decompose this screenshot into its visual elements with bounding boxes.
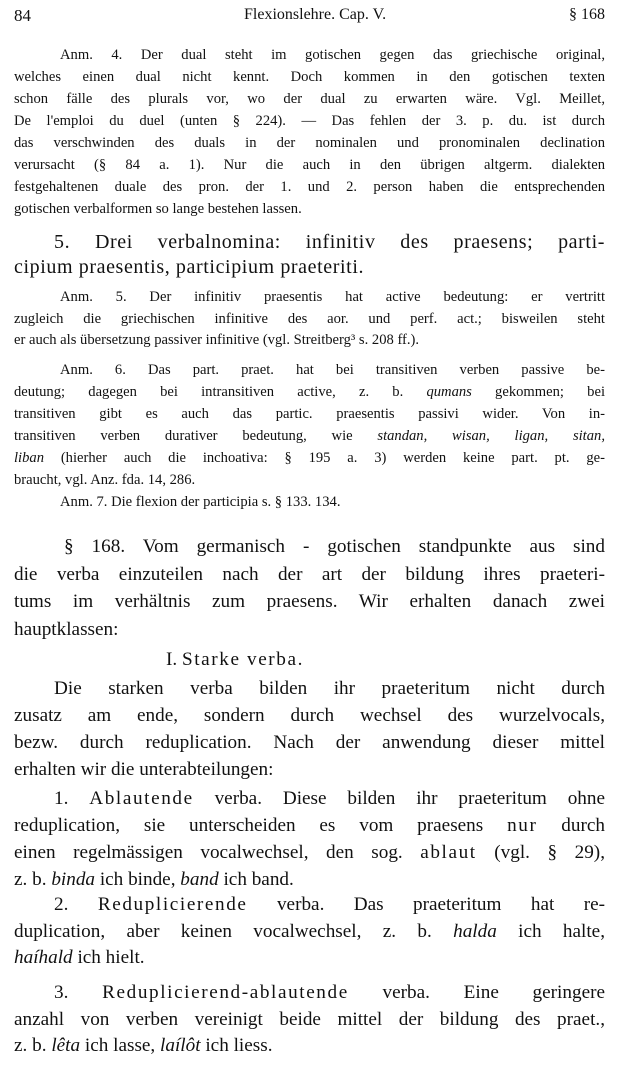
text-line	[14, 359, 605, 381]
section-number: § 168	[569, 6, 605, 23]
text-line	[14, 729, 605, 756]
text-span: ich lasse,	[80, 1035, 161, 1056]
text-line	[14, 198, 605, 220]
text-line	[14, 469, 605, 491]
note-anm-7	[14, 491, 605, 513]
spaced-term: nur	[507, 815, 538, 836]
italic-term: haíhald	[14, 947, 73, 968]
text-span: duplication, aber keinen vocalwechsel, z. b.	[14, 920, 454, 942]
text-span: gotischen verbalformen so lange bestehen lassen.	[14, 201, 302, 217]
spaced-term: Reduplicierend-ablautende	[102, 982, 349, 1003]
note-anm-5	[14, 287, 605, 352]
text-line	[14, 381, 605, 403]
text-span: durch	[537, 815, 605, 836]
text-span: Anm. 6. Das part. praet. hat bei transitiven verben passive be-	[60, 362, 605, 378]
text-span: gekommen; bei	[471, 384, 605, 400]
paragraph-section-168	[14, 533, 605, 644]
text-span: hauptklassen:	[14, 619, 119, 641]
text-span: ich hielt.	[72, 947, 145, 968]
paragraph-starke-verba	[14, 675, 605, 783]
paragraph-reduplicierende	[14, 892, 605, 972]
running-title: Flexionslehre. Cap. V.	[244, 6, 387, 23]
text-line	[14, 785, 605, 812]
text-line	[14, 230, 605, 255]
text-span: reduplication, sie unterscheiden es vom praesens	[14, 815, 508, 836]
text-span: Anm. 4. Der dual steht im gotischen gegen das griechische original,	[60, 47, 605, 63]
text-span: De l'emploi du duel (unten § 224). — Das fehlen der 3. p. du. ist durch	[14, 113, 605, 129]
text-span: er auch als übersetzung passiver infinitive (vgl. Streitberg³ s. 208 ff.).	[14, 332, 420, 348]
text-line	[14, 616, 605, 644]
text-span: das verschwinden des duals in der nominalen und pronominalen declination	[14, 135, 605, 151]
spaced-term: Starke verba.	[181, 649, 305, 670]
paragraph-reduplicierend-ablautende	[14, 980, 605, 1060]
text-span: ich band.	[218, 869, 294, 890]
italic-term: halda	[453, 920, 497, 942]
text-line	[14, 132, 605, 154]
text-line	[14, 110, 605, 132]
note-anm-6	[14, 359, 605, 491]
text-line	[14, 839, 605, 866]
heading-verbalnomina	[14, 230, 605, 280]
text-span: (vgl. § 29),	[476, 842, 605, 863]
italic-term: lêta	[51, 1035, 81, 1056]
text-line	[14, 154, 605, 176]
text-span: deutung; dagegen bei intransitiven active, z. b.	[14, 384, 427, 400]
text-span: 1.	[54, 788, 90, 809]
text-line	[14, 1007, 605, 1034]
text-span: Anm. 5. Der infinitiv praesentis hat active bedeutung: er vertritt	[60, 289, 605, 305]
text-span: transitiven verben durativer bedeutung, wie	[14, 428, 378, 444]
text-span: die verba einzuteilen nach der art der bildung ihres praeteri-	[14, 563, 605, 585]
text-line	[14, 88, 605, 110]
italic-term: qumans	[426, 384, 472, 400]
text-line	[14, 812, 605, 839]
text-span: (hierher auch die inchoativa: § 195 a. 3) werden keine part. pt. ge-	[44, 450, 605, 466]
italic-term: binda	[51, 869, 96, 890]
text-line	[14, 892, 605, 919]
text-line	[14, 945, 605, 972]
text-line	[14, 176, 605, 198]
text-line	[14, 403, 605, 425]
text-line	[14, 588, 605, 616]
italic-term: laílôt	[160, 1035, 201, 1056]
text-line	[14, 255, 605, 280]
text-line	[14, 330, 605, 352]
italic-term: standan, wisan, ligan, sitan,	[377, 428, 605, 444]
italic-term: band	[180, 869, 219, 890]
text-line	[14, 447, 605, 469]
spaced-term: Ablautende	[89, 788, 194, 809]
text-line	[14, 675, 605, 702]
spaced-term: ablaut	[420, 842, 477, 863]
text-line	[14, 702, 605, 729]
text-span: zusatz am ende, sondern durch wechsel des wurzelvocals,	[14, 705, 605, 726]
text-span: schon fälle des plurals vor, wo der dual zu erwarten wäre. Vgl. Meillet,	[14, 91, 605, 107]
text-span: festgehaltenen duale des pron. der 1. und 2. person haben die entsprechenden	[14, 179, 605, 195]
text-span: bezw. durch reduplication. Nach der anwendung dieser mittel	[14, 732, 605, 753]
italic-term: liban	[14, 450, 44, 466]
text-line	[14, 980, 605, 1007]
text-span: 2.	[54, 894, 98, 915]
text-span: verursacht (§ 84 a. 1). Nur die auch in den übrigen altgerm. dialekten	[14, 157, 605, 173]
text-span: zugleich die griechischen infinitive des aor. und perf. act.; bisweilen steht	[14, 310, 605, 327]
text-span: 5. Drei verbalnomina: infinitiv des praesens; parti-	[54, 231, 605, 253]
text-span: anzahl von verben vereinigt beide mittel der bildung des praet.,	[14, 1008, 605, 1030]
page-number: 84	[14, 6, 31, 25]
text-line	[14, 533, 605, 561]
text-line	[14, 66, 605, 88]
text-span: § 168. Vom germanisch - gotischen standpunkte aus sind	[64, 536, 605, 557]
text-span: Anm. 7. Die flexion der participia s. § 133. 134.	[60, 494, 341, 510]
text-line	[14, 309, 605, 331]
text-span: verba. Das praeteritum hat re-	[247, 894, 606, 915]
text-line	[14, 561, 605, 589]
text-span: erhalten wir die unterabteilungen:	[14, 759, 274, 780]
text-line	[14, 44, 605, 66]
text-line	[14, 866, 605, 893]
paragraph-ablautende	[14, 785, 605, 893]
text-line	[14, 287, 605, 309]
text-span: Die starken verba bilden ihr praeteritum nicht durch	[54, 678, 605, 699]
text-span: verba. Eine geringere	[348, 982, 605, 1003]
text-span: transitiven gibt es auch das partic. praesentis passivi wider. Von in-	[14, 406, 605, 422]
running-header	[14, 6, 605, 28]
spaced-term: Reduplicierende	[97, 894, 248, 915]
text-span: tums im verhältnis zum praesens. Wir erhalten danach zwei	[14, 591, 605, 613]
text-span: ich halte,	[496, 920, 605, 942]
text-span: einen regelmässigen vocalwechsel, den sog.	[14, 842, 421, 863]
text-line	[14, 491, 605, 513]
subheading-starke-verba	[120, 646, 304, 673]
text-line	[14, 919, 605, 946]
text-span: z. b.	[14, 1035, 52, 1056]
text-span: 3.	[54, 982, 103, 1003]
text-line	[14, 425, 605, 447]
text-line	[120, 646, 304, 673]
text-span: z. b.	[14, 869, 52, 890]
note-anm-4	[14, 44, 605, 220]
text-span: welches einen dual nicht kennt. Doch kommen in den gotischen texten	[14, 69, 605, 85]
text-line	[14, 756, 605, 783]
text-span: cipium praesentis, participium praeteriti.	[14, 256, 365, 278]
text-line	[14, 1033, 605, 1060]
text-span: verba. Diese bilden ihr praeteritum ohne	[193, 788, 605, 809]
text-span: ich liess.	[200, 1035, 273, 1056]
text-span: ich binde,	[95, 869, 181, 890]
text-span: I.	[166, 649, 182, 670]
text-span: braucht, vgl. Anz. fda. 14, 286.	[14, 472, 196, 488]
